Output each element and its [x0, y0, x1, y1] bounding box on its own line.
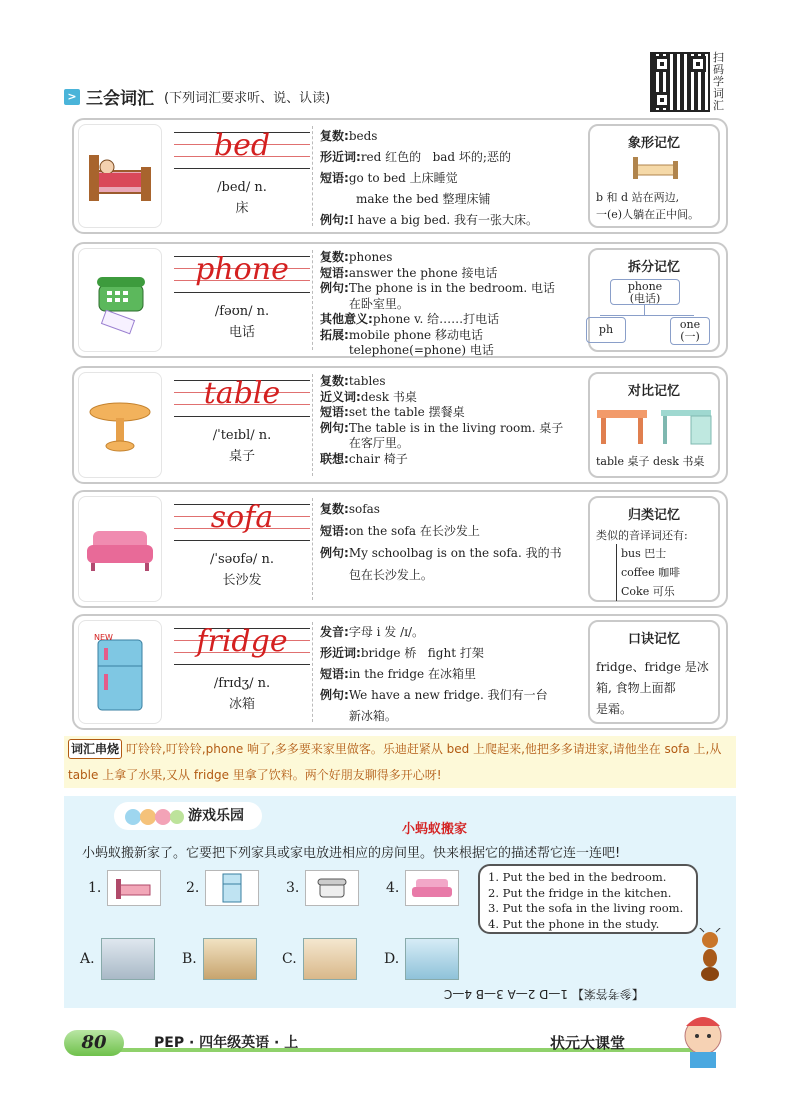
table-desk-icons	[590, 399, 718, 449]
game-section	[64, 796, 736, 1008]
phonetic: /fəʊn/ n.	[214, 304, 270, 319]
sofa-icon	[405, 870, 459, 906]
room-a[interactable]: A.	[80, 938, 155, 980]
word-details: 发音: 字母 i 发 /ɪ/。 形近词: bridge 桥 fight 打架 短语: in the fridge 在冰箱里 例句: We have a new fridge. 我们有一台 新冰箱。	[320, 625, 548, 723]
memory-tip: 对比记忆 table 桌子 desk 书桌	[588, 372, 720, 478]
phonetic: /ˈsəʊfə/ n.	[210, 552, 274, 567]
section-header	[64, 84, 330, 109]
sofa-icon	[78, 496, 162, 602]
room-b[interactable]: B.	[182, 938, 257, 980]
vocab-word: bed	[213, 128, 271, 163]
vocab-word: fridge	[196, 624, 288, 659]
item-4[interactable]: 4.	[386, 870, 459, 906]
phone-icon	[305, 870, 359, 906]
section-subtitle: (下列词汇要求听、说、认读)	[164, 91, 331, 106]
qr-label: 扫码学词汇	[713, 51, 724, 112]
vocab-story	[64, 736, 736, 788]
word-details: 复数: beds 形近词: red 红色的 bad 坏的;恶的 短语: go to bed 上床睡觉 make the bed 整理床铺 例句: I have a big bed. 我有一张大床。	[320, 129, 539, 227]
room-c[interactable]: C.	[282, 938, 357, 980]
fridge-icon	[205, 870, 259, 906]
living-room-icon	[303, 938, 357, 980]
vocab-card-fridge	[72, 614, 728, 730]
section-title: 三会词汇	[86, 89, 154, 109]
memory-tip: 口诀记忆 fridge、fridge 是冰 箱, 食物上面都 是霜。	[588, 620, 720, 724]
memory-tip: 象形记忆 b 和 d 站在两边, 一(e)人躺在正中间。	[588, 124, 720, 228]
phone-icon	[78, 248, 162, 352]
vocab-word: table	[203, 376, 281, 411]
vocab-card-phone	[72, 242, 728, 358]
vocab-card-bed	[72, 118, 728, 234]
study-icon	[203, 938, 257, 980]
phonetic: /ˈteɪbl/ n.	[212, 428, 272, 443]
bed-icon	[107, 870, 161, 906]
item-1[interactable]: 1.	[88, 870, 161, 906]
word-details: 复数: sofas 短语: on the sofa 在长沙发上 例句: My schoolbag is on the sofa. 我的书 包在长沙发上。	[320, 502, 562, 582]
page-footer	[64, 1030, 736, 1056]
page-number: 80	[64, 1030, 124, 1056]
arrow-icon: >	[64, 89, 80, 105]
meaning: 桌子	[228, 449, 255, 464]
phonetic: /bed/ n.	[217, 180, 267, 195]
game-instruction: 小蚂蚁搬新家了。它要把下列家具或家电放进相应的房间里。快来根据它的描述帮它连一连吧!	[82, 846, 621, 861]
item-2[interactable]: 2.	[186, 870, 259, 906]
vocab-word: phone	[195, 252, 289, 287]
split-diagram: phone (电话) ph one (一)	[590, 275, 718, 355]
meaning: 长沙发	[222, 573, 262, 588]
room-d[interactable]: D.	[384, 938, 459, 980]
story-text: 叮铃铃,叮铃铃,phone 响了,多多要来家里做客。乐迪赶紧从 bed 上爬起来,他把多多请进家,请他坐在 sofa 上,从 table 上拿了水果,又从 fridge 里拿了饮料。两个好朋友聊得多开心呀!	[68, 742, 722, 782]
word-details: 复数: phones 短语: answer the phone 接电话 例句: The phone is in the bedroom. 电话 在卧室里。 其他意义: phone v. 给……打电话 拓展: mobile phone 移动电话 telephone(=phone) 电话	[320, 250, 556, 357]
meaning: 电话	[228, 325, 255, 340]
phonetic: /frɪdʒ/ n.	[213, 676, 271, 691]
brand-name: 状元大课堂	[550, 1034, 626, 1052]
book-title: PEP · 四年级英语 · 上	[154, 1035, 299, 1051]
mascot-icon	[670, 1008, 736, 1070]
kitchen-icon	[101, 938, 155, 980]
qr-code-icon[interactable]	[650, 52, 710, 112]
memory-tip: 拆分记忆 phone (电话) ph one (一)	[588, 248, 720, 352]
meaning: 床	[235, 201, 249, 216]
chicks-icon	[124, 806, 184, 828]
vocab-word: sofa	[210, 500, 274, 535]
bed-icon	[78, 124, 162, 228]
game-title: 游戏乐园	[114, 802, 262, 830]
ant-icon	[690, 928, 730, 982]
game-subtitle: 小蚂蚁搬家	[402, 822, 468, 837]
item-3[interactable]: 3.	[286, 870, 359, 906]
bedroom-icon	[405, 938, 459, 980]
speech-bubble: 1. Put the bed in the bedroom. 2. Put the fridge in the kitchen. 3. Put the sofa in the living room. 4. Put the phone in the study.	[478, 864, 698, 934]
bed-sketch-icon	[590, 151, 718, 185]
memory-tip: 归类记忆 类似的音译词还有: bus 巴士 coffee 咖啡 Coke 可乐	[588, 496, 720, 602]
story-tag: 词汇串烧	[68, 739, 122, 759]
meaning: 冰箱	[228, 697, 255, 712]
fridge-icon	[78, 620, 162, 724]
word-details: 复数: tables 近义词: desk 书桌 短语: set the table 摆餐桌 例句: The table is in the living room. 桌子 在客厅里。 联想: chair 椅子	[320, 374, 564, 466]
answer-key: 【参考答案】 1—D 2—A 3—B 4—C	[444, 987, 644, 1001]
svg-text:NEW: NEW	[94, 633, 113, 642]
vocab-card-sofa	[72, 490, 728, 608]
vocab-card-table	[72, 366, 728, 484]
table-icon	[78, 372, 162, 478]
